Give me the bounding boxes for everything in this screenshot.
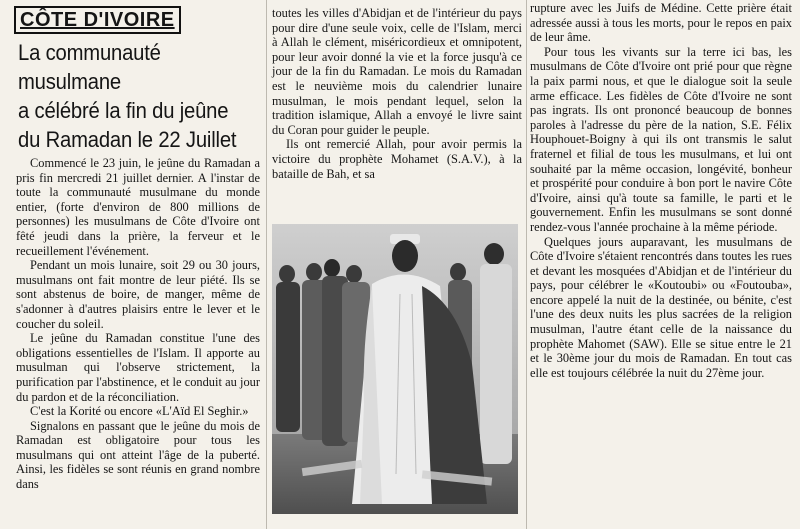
paragraph: Pendant un mois lunaire, soit 29 ou 30 jours, musulmans ont fait montre de leur piété. Ils se sont abstenus de boire, de manger, même de s'adonner à d'autres plaisirs entre le lever et le coucher du soleil. xyxy=(16,258,260,331)
paragraph: Signalons en passant que le jeûne du mois de Ramadan est obligatoire pour tous les musulmans qui ont atteint l'âge de la puberté. Ainsi, les fidèles se sont réunis en grand nombre dans xyxy=(16,418,260,492)
paragraph: Le jeûne du Ramadan constitue l'une des obligations essentielles de l'Islam. Il apporte au musulman qui l'observe strictement, la purification par l'abstinence, et le conduit au jour du pardon et de la réconciliation. xyxy=(16,331,260,404)
article-body-col2 xyxy=(272,0,522,181)
column-2 xyxy=(272,0,522,181)
article-body-col1 xyxy=(8,156,260,492)
headline-line: La communauté musulmane xyxy=(18,40,161,94)
article-body-col3 xyxy=(530,0,792,380)
headline-line: a célébré la fin du jeûne xyxy=(18,98,229,123)
column-1 xyxy=(8,0,260,492)
paragraph: Ils ont remercié Allah, pour avoir permis la victoire du prophète Mohamet (S.A.V.), à la bataille de Bah, et sa xyxy=(272,137,522,181)
paragraph: toutes les villes d'Abidjan et de l'intérieur du pays pour dire d'une seule voix, celle de l'Islam, merci à Allah le clément, miséricordieux et omnipotent, pour leur avoir donné la vie et la force jusqu'à ce jour de la fin du Ramadan. Le mois du Ramadan est le neuvième mois du calendrier lunaire musulman, le mois pendant lequel, selon la tradition islamique, Allah a envoyé le livre saint du Coran pour guider le peuple. xyxy=(272,6,522,137)
article-headline xyxy=(18,38,266,154)
paragraph: Quelques jours auparavant, les musulmans de Côte d'Ivoire s'étaient rencontrés dans toutes les rues et devant les mosquées d'Abidjan et de l'intérieur du pays, pour célébrer le «Koutoubi» ou «Foutouba», encore appelé la nuit de la destinée, ou bénite, c'est l'une des deux nuits les plus sacrées de la religion musulman, l'autre étant celle de la naissance du prophète Mahomet (SAW). Elle se situe entre le 21 et le 30ème jour du mois de Ramadan. En tout cas elle est toujours célébrée la nuit du 27ème jour. xyxy=(530,234,792,380)
section-kicker: CÔTE D'IVOIRE xyxy=(14,6,181,34)
paragraph: C'est la Korité ou encore «L'Aïd El Seghir.» xyxy=(30,404,249,419)
paragraph: Pour tous les vivants sur la terre ici bas, les musulmans de Côte d'Ivoire ont prié pour que règne la paix parmi nous, et que le dialogue soit la seule arme efficace. Les fidèles de Côte d'Ivoire ne sont pas ingrats. Ils ont prononcé beaucoup de bonnes paroles à l'adresse du père de la nation, S.E. Félix Houphouet-Boigny à qui ils ont transmis le salut fraternel et filial de tous les musulmans, et lui ont souhaité par la même occasion, longévité, bonheur et prospérité pour conduire à bon port le navire Côte d'Ivoire, ainsi qu'à toute sa famille, le parti et le gouvernement. Enfin les musulmans se sont donné rendez-vous l'année prochaine à la même période. xyxy=(530,44,792,234)
column-3 xyxy=(530,0,792,380)
headline-line: du Ramadan le 22 Juillet xyxy=(18,127,237,152)
paragraph: Commencé le 23 juin, le jeûne du Ramadan a pris fin mercredi 21 juillet dernier. A l'instar de toute la communauté musulmane du monde entier, (forte d'environ de 800 millions de personnes) les musulmans de Côte d'Ivoire ont fêté jeudi dans la prière, la ferveur et le recueillement l'événement. xyxy=(16,156,260,258)
paragraph: rupture avec les Juifs de Médine. Cette prière était adressée aussi à tous les morts, pour le repos en paix de leur âme. xyxy=(530,1,792,45)
photo-illustration xyxy=(272,224,518,514)
news-photo xyxy=(272,224,518,514)
column-rule-right xyxy=(526,0,527,529)
